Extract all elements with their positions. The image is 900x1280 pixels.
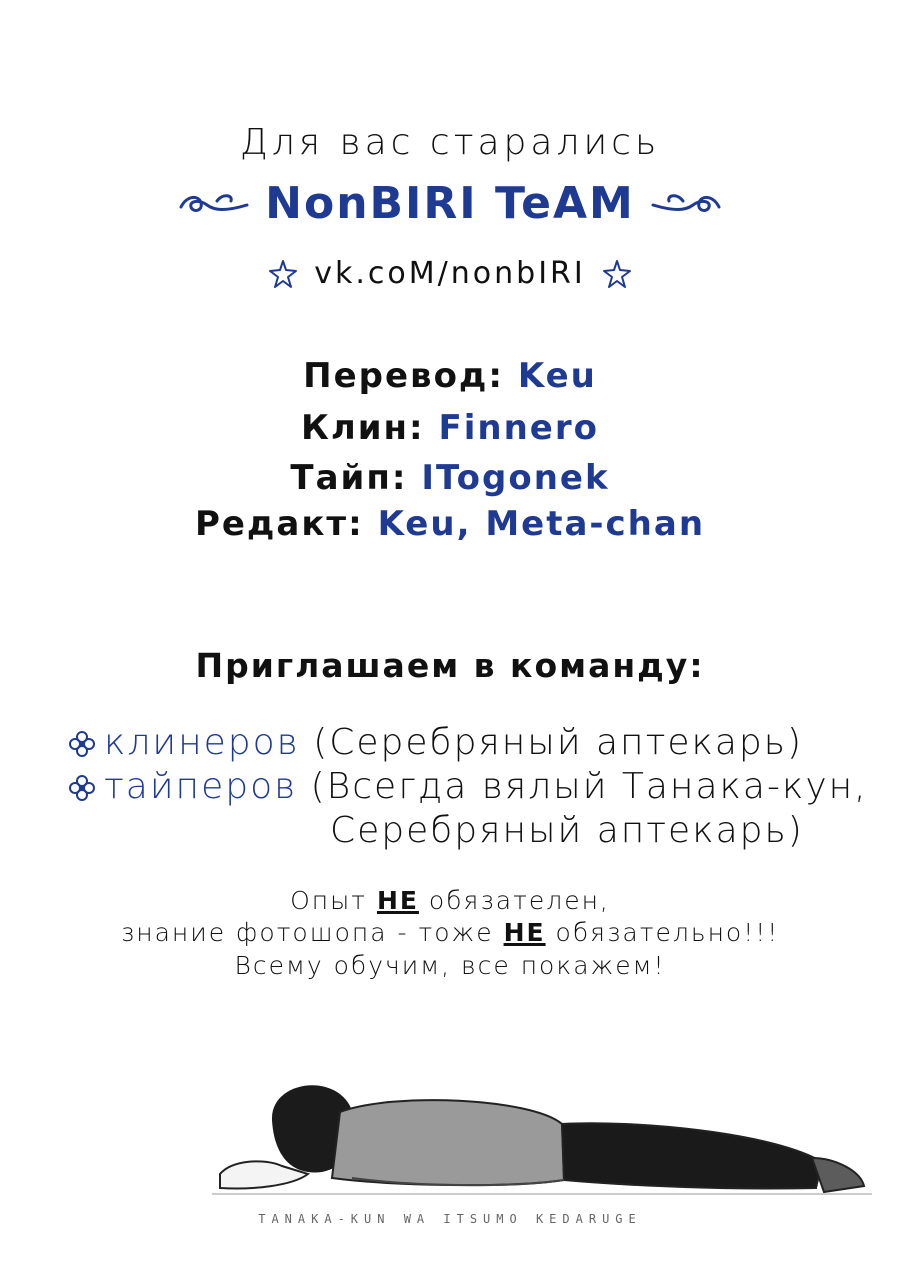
role-detail: (Серебряный аптекарь) <box>313 722 804 763</box>
credit-value: Keu, Meta-chan <box>377 504 706 544</box>
sparkle-icon <box>268 259 298 289</box>
swirl-ornament-icon <box>177 189 251 219</box>
note-text: знание фотошопа - тоже <box>120 918 494 947</box>
credit-label: Редакт: <box>194 504 364 544</box>
role-item <box>68 722 803 763</box>
credit-value: Finnero <box>438 408 599 448</box>
team-title-row <box>0 178 900 229</box>
credit-clean <box>0 408 900 448</box>
credit-label: Клин: <box>301 408 425 448</box>
site-row <box>0 256 900 291</box>
credit-translation <box>0 356 900 396</box>
note-line <box>0 918 900 947</box>
note-text: Опыт <box>290 886 367 915</box>
note-text: обязателен, <box>428 886 610 915</box>
note-text: обязательно!!! <box>555 918 780 947</box>
credit-type <box>0 458 900 498</box>
credit-value: ITogonek <box>421 458 610 498</box>
note-emphasis: НЕ <box>376 886 419 915</box>
intro-text: Для вас старались <box>239 122 661 163</box>
credit-value: Keu <box>517 356 597 396</box>
caption-text: TANAKA-KUN WA ITSUMO KEDARUGE <box>258 1212 642 1226</box>
credit-label: Тайп: <box>290 458 408 498</box>
lying-character-illustration <box>212 1062 872 1202</box>
role-item <box>68 766 868 807</box>
credit-label: Перевод: <box>303 356 504 396</box>
site-link[interactable]: vk.coM/nonbIRI <box>314 256 586 291</box>
role-detail-continued: Серебряный аптекарь) <box>330 810 804 851</box>
credit-edit <box>0 504 900 544</box>
flower-bullet-icon <box>68 774 96 802</box>
note-line <box>0 886 900 915</box>
note-emphasis: НЕ <box>503 918 546 947</box>
invite-heading: Приглашаем в команду: <box>195 646 705 685</box>
role-name: тайперов <box>104 766 298 807</box>
flower-bullet-icon <box>68 730 96 758</box>
role-detail: (Всегда вялый Танака-кун, <box>310 766 868 807</box>
sparkle-icon <box>602 259 632 289</box>
team-name: NonBIRI TeAM <box>265 178 635 229</box>
swirl-ornament-icon <box>649 189 723 219</box>
note-line: Всему обучим, все покажем! <box>234 951 666 980</box>
role-name: клинеров <box>104 722 300 763</box>
